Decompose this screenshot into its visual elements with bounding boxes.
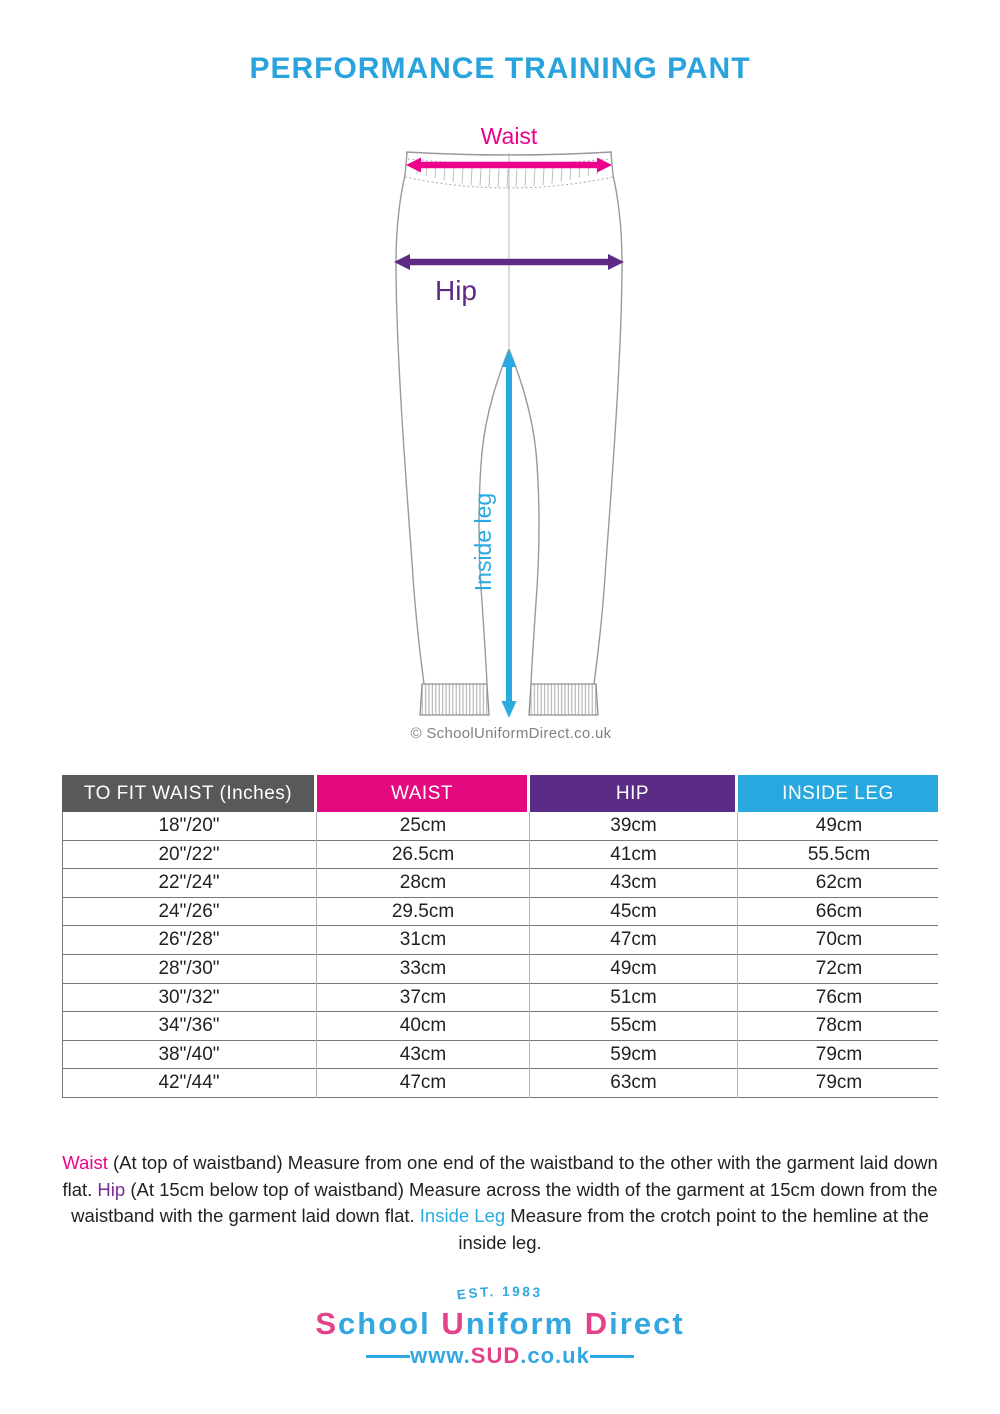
table-row <box>63 898 938 927</box>
cell-waist: 33cm <box>399 957 447 979</box>
hip-label: Hip <box>434 275 478 306</box>
cell-waist: 43cm <box>399 1043 447 1065</box>
url-sud: SUD <box>470 1343 521 1368</box>
cell-hip: 39cm <box>610 815 657 836</box>
est-1983-text: EST. 1983 <box>455 1283 544 1303</box>
cell-waist: 28cm <box>399 872 447 894</box>
notes-hip-text: (At 15cm below top of waistband) Measure across the width of the garment at 15cm down from the waistband with the garment laid down flat. <box>71 1178 938 1226</box>
cell-fit: 22"/24" <box>158 872 220 894</box>
cell-hip: 45cm <box>610 900 657 922</box>
notes-inside-leg-text: Measure from the crotch point to the hemline at the inside leg. <box>458 1205 929 1253</box>
cell-inside-leg: 76cm <box>815 986 863 1008</box>
brand-letter: S <box>315 1306 339 1341</box>
measurement-notes <box>60 1150 940 1256</box>
notes-inside-leg-term: Inside Leg <box>419 1205 506 1226</box>
cell-waist: 31cm <box>399 929 447 951</box>
cell-hip: 49cm <box>610 957 657 979</box>
size-table-header <box>62 775 938 812</box>
cell-hip: 43cm <box>610 872 657 894</box>
footer-logo <box>0 1280 1000 1367</box>
cell-fit: 42"/44" <box>158 1072 220 1094</box>
cell-fit: 26"/28" <box>158 929 220 951</box>
waist-label: Waist <box>480 123 538 149</box>
cell-fit: 38"/40" <box>158 1043 220 1065</box>
pants-diagram-svg <box>370 122 650 750</box>
cell-hip: 51cm <box>610 986 657 1008</box>
url-www: www. <box>410 1343 471 1368</box>
cell-fit: 30"/32" <box>158 986 220 1008</box>
cell-inside-leg: 55.5cm <box>807 843 871 865</box>
table-row <box>63 1041 938 1070</box>
cell-waist: 25cm <box>399 815 447 836</box>
brand-segment: niform <box>465 1306 585 1341</box>
brand-letter: D <box>584 1306 610 1341</box>
inside-leg-label: Inside leg <box>470 492 496 592</box>
header-hip: HIP <box>530 775 735 812</box>
size-table-body <box>62 812 938 1098</box>
cell-fit: 20"/22" <box>158 843 220 865</box>
cell-fit: 24"/26" <box>158 900 220 922</box>
cell-fit: 34"/36" <box>158 1015 220 1037</box>
header-inside-leg: INSIDE LEG <box>738 775 938 812</box>
cell-inside-leg: 72cm <box>815 957 863 979</box>
cell-hip: 55cm <box>610 1015 657 1037</box>
header-to-fit-waist: TO FIT WAIST (Inches) <box>62 775 314 812</box>
table-row <box>63 926 938 955</box>
url-couk: .co.uk <box>520 1343 590 1368</box>
cell-inside-leg: 66cm <box>815 900 863 922</box>
cell-inside-leg: 79cm <box>815 1072 863 1094</box>
svg-text:EST. 1983 <box>456 1284 543 1303</box>
column-divider <box>316 812 317 1098</box>
cell-hip: 41cm <box>610 843 657 865</box>
table-row <box>63 841 938 870</box>
table-row <box>63 1012 938 1041</box>
cell-waist: 26.5cm <box>391 843 455 865</box>
url-right-dash <box>590 1355 634 1358</box>
table-row <box>63 869 938 898</box>
url-left-dash <box>366 1355 410 1358</box>
cell-waist: 37cm <box>399 986 447 1008</box>
table-row <box>63 1069 938 1098</box>
cell-hip: 47cm <box>610 929 657 951</box>
notes-hip-term: Hip <box>97 1178 126 1200</box>
header-waist: WAIST <box>317 775 527 812</box>
cell-inside-leg: 49cm <box>815 815 863 836</box>
notes-waist-text: (At top of waistband) Measure from one end of the waistband to the other with the garment laid down flat. <box>62 1152 938 1200</box>
pants-measurement-diagram <box>370 122 650 750</box>
table-row <box>63 984 938 1013</box>
brand-segment: chool <box>338 1306 442 1341</box>
brand-wordmark <box>0 1306 1000 1342</box>
cell-waist: 40cm <box>399 1015 447 1037</box>
diagram-copyright: © SchoolUniformDirect.co.uk <box>410 725 612 742</box>
cell-inside-leg: 79cm <box>815 1043 863 1065</box>
inside-leg-arrow <box>502 350 517 718</box>
cell-fit: 18"/20" <box>158 815 220 836</box>
notes-waist-term: Waist <box>62 1152 108 1173</box>
page-title: PERFORMANCE TRAINING PANT <box>249 52 751 85</box>
cell-hip: 59cm <box>610 1043 657 1065</box>
table-row <box>63 812 938 841</box>
column-divider <box>737 812 738 1098</box>
cell-fit: 28"/30" <box>158 957 220 979</box>
cell-hip: 63cm <box>610 1072 657 1094</box>
brand-letter: U <box>441 1306 466 1341</box>
brand-segment: irect <box>609 1306 685 1341</box>
cell-waist: 47cm <box>399 1072 447 1094</box>
cell-inside-leg: 70cm <box>815 929 863 951</box>
table-row <box>63 955 938 984</box>
cell-waist: 29.5cm <box>391 900 455 922</box>
brand-url <box>0 1345 1000 1367</box>
cell-inside-leg: 78cm <box>815 1015 863 1037</box>
column-divider <box>529 812 530 1098</box>
cell-inside-leg: 62cm <box>815 872 863 894</box>
size-table <box>62 775 938 1098</box>
